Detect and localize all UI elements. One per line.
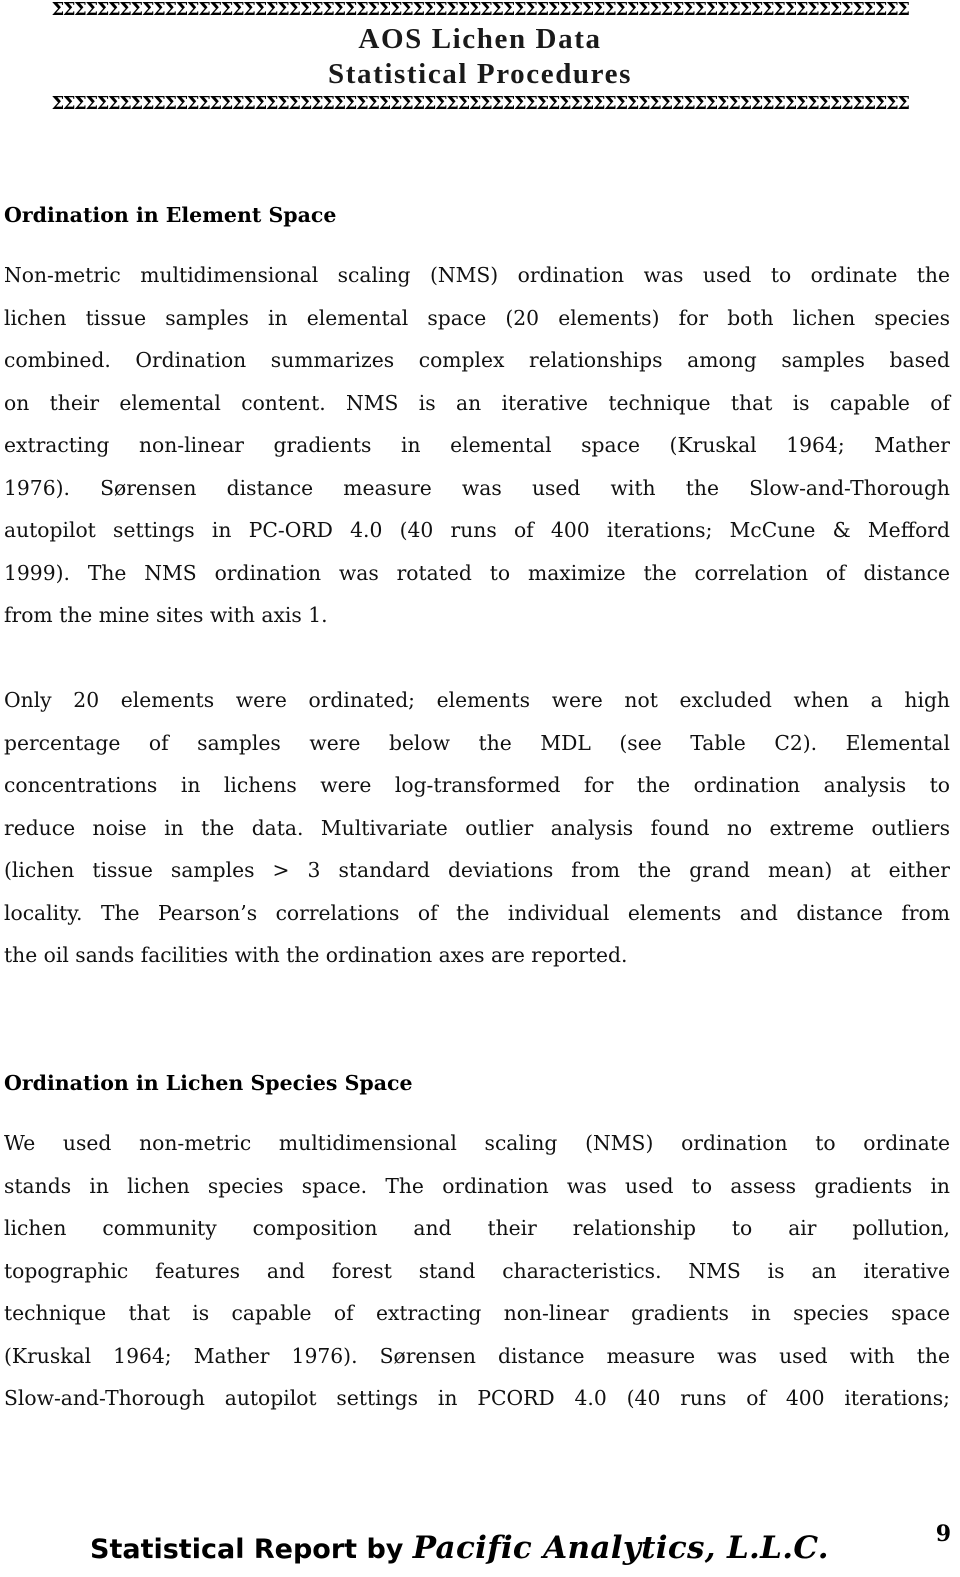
paragraph-line: lichen tissue samples in elemental space (20 elements) for both lichen species [4,305,950,330]
paragraph-line: locality. The Pearson’s correlations of the individual elements and distance from [4,900,950,925]
paragraph-line: the oil sands facilities with the ordination axes are reported. [4,943,628,967]
paragraph-line: Only 20 elements were ordinated; elements were not excluded when a high [4,688,950,712]
paragraph-line: on their elemental content. NMS is an iterative technique that is capable of [4,390,950,415]
paragraph-line: 1999). The NMS ordination was rotated to maximize the correlation of distance [4,560,950,585]
section-heading-species-space: Ordination in Lichen Species Space [4,1071,413,1095]
paragraph-line: autopilot settings in PC-ORD 4.0 (40 runs of 400 iterations; McCune & Mefford [4,518,950,542]
paragraph-line: (Kruskal 1964; Mather 1976). Sørensen distance measure was used with the [4,1343,950,1368]
sigma-border-bottom: ΣΣΣΣΣΣΣΣΣΣΣΣΣΣΣΣΣΣΣΣΣΣΣΣΣΣΣΣΣΣΣΣΣΣΣΣΣΣΣΣΣΣΣΣΣΣΣΣΣΣΣΣΣΣΣΣΣΣΣΣΣΣΣΣΣΣΣΣΣΣΣΣΣΣΣΣ [51,94,909,114]
footer-brand-name: Pacific Analytics, L.L.C. [412,1530,829,1566]
paragraph-line: combined. Ordination summarizes complex relationships among samples based [4,348,950,372]
section-heading-element-space: Ordination in Element Space [4,203,337,227]
header-title: AOS Lichen Data [358,23,602,55]
paragraph-line: (lichen tissue samples > 3 standard deviations from the grand mean) at either [4,858,950,882]
paragraph-line: reduce noise in the data. Multivariate outlier analysis found no extreme outliers [4,815,950,840]
paragraph-line: stands in lichen species space. The ordination was used to assess gradients in [4,1173,950,1198]
footer-credit-prefix: Statistical Report by [90,1534,413,1565]
page-header [0,0,960,118]
footer-credit [90,1531,829,1567]
paragraph-line: 1976). Sørensen distance measure was used with the Slow-and-Thorough [4,475,950,500]
paragraph-element-space-nms [4,254,950,637]
paragraph-line: Non-metric multidimensional scaling (NMS) ordination was used to ordinate the [4,263,950,287]
paragraph-line: Slow-and-Thorough autopilot settings in PCORD 4.0 (40 runs of 400 iterations; [4,1386,950,1410]
sigma-border-top: ΣΣΣΣΣΣΣΣΣΣΣΣΣΣΣΣΣΣΣΣΣΣΣΣΣΣΣΣΣΣΣΣΣΣΣΣΣΣΣΣΣΣΣΣΣΣΣΣΣΣΣΣΣΣΣΣΣΣΣΣΣΣΣΣΣΣΣΣΣΣΣΣΣΣΣΣ [51,0,909,20]
paragraph-line: technique that is capable of extracting non-linear gradients in species space [4,1301,950,1325]
header-subtitle: Statistical Procedures [328,58,632,90]
page-number: 9 [935,1521,951,1547]
paragraph-species-space-nms [4,1122,950,1420]
paragraph-line: We used non-metric multidimensional scaling (NMS) ordination to ordinate [4,1131,950,1155]
paragraph-line: topographic features and forest stand characteristics. NMS is an iterative [4,1258,950,1283]
paragraph-line: extracting non-linear gradients in elemental space (Kruskal 1964; Mather [4,433,950,457]
page-footer [0,1515,960,1577]
paragraph-line: concentrations in lichens were log-transformed for the ordination analysis to [4,773,950,797]
paragraph-element-space-methods [4,679,950,977]
paragraph-line: percentage of samples were below the MDL (see Table C2). Elemental [4,730,950,755]
paragraph-line: lichen community composition and their relationship to air pollution, [4,1216,950,1240]
paragraph-line: from the mine sites with axis 1. [4,603,328,627]
